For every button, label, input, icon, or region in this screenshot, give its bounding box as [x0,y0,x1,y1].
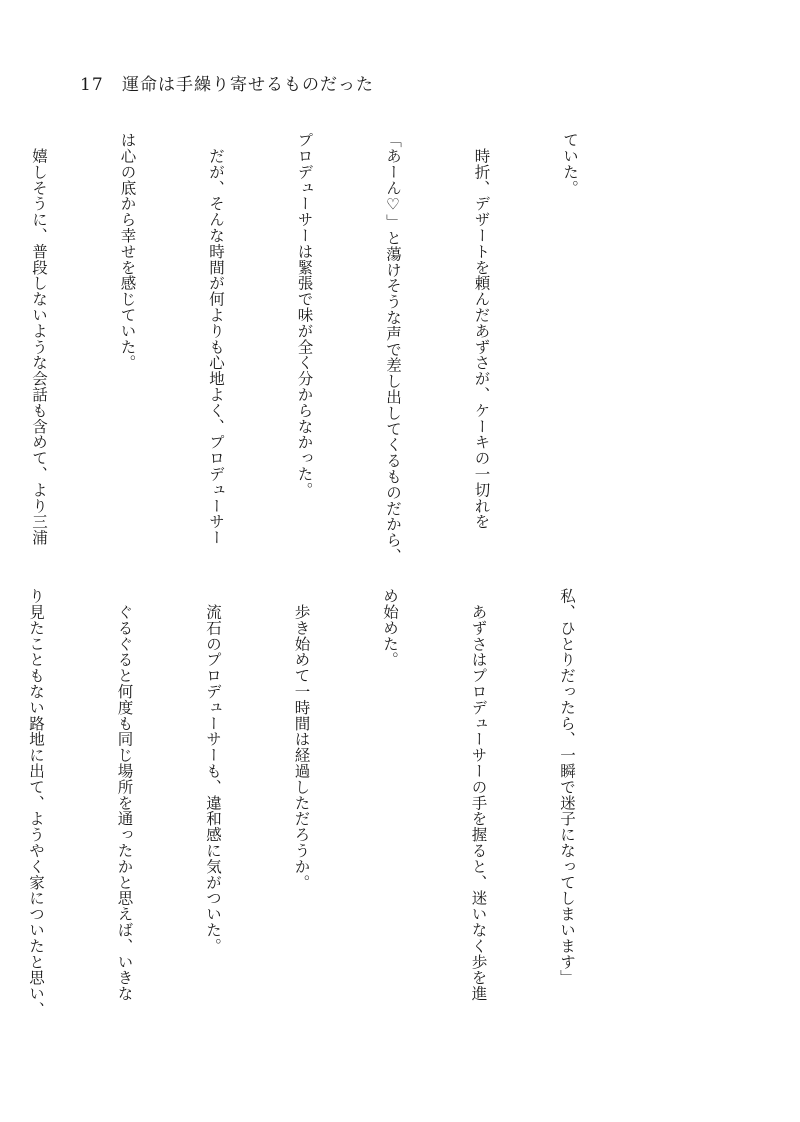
text-line: 私、ひとりだったら、一瞬で迷子になってしまいます」 [558,588,576,986]
text-line: ぐるぐると何度も同じ場所を通ったかと思えば、いきな [115,588,134,1002]
text-line: プロデューサーは緊張で味が全く分からなかった。 [295,132,314,498]
text-block-top [30,132,643,564]
text-line: 時折、デザートを頼んだあずさが、ケーキの一切れを [472,132,491,530]
text-line: 嬉しそうに、普段しないような会話も含めて、より三浦 [30,132,48,546]
text-line: 「あーん♡」と蕩けそうな声で差し出してくるものだから、 [384,132,402,564]
text-line: め始めた。 [381,588,399,668]
text-line: は心の底から幸せを感じていた。 [118,132,137,371]
text-line: り見たこともない路地に出て、ようやく家についたと思い、 [27,588,45,1018]
running-header [80,70,374,95]
text-line: 歩き始めて一時間は経過しただろうか。 [292,588,311,891]
chapter-title: 運命は手繰り寄せるものだった [122,75,375,95]
text-line: ていた。 [561,132,579,196]
text-line: 流石のプロデューサーも、違和感に気がついた。 [204,588,222,954]
text-line: あずさはプロデューサーの手を握ると、迷いなく歩を進 [469,588,488,1002]
page-number: 17 [80,75,104,95]
text-line: だが、そんな時間が何よりも心地よく、プロデューサー [207,132,225,546]
text-block-bottom [27,588,640,1028]
